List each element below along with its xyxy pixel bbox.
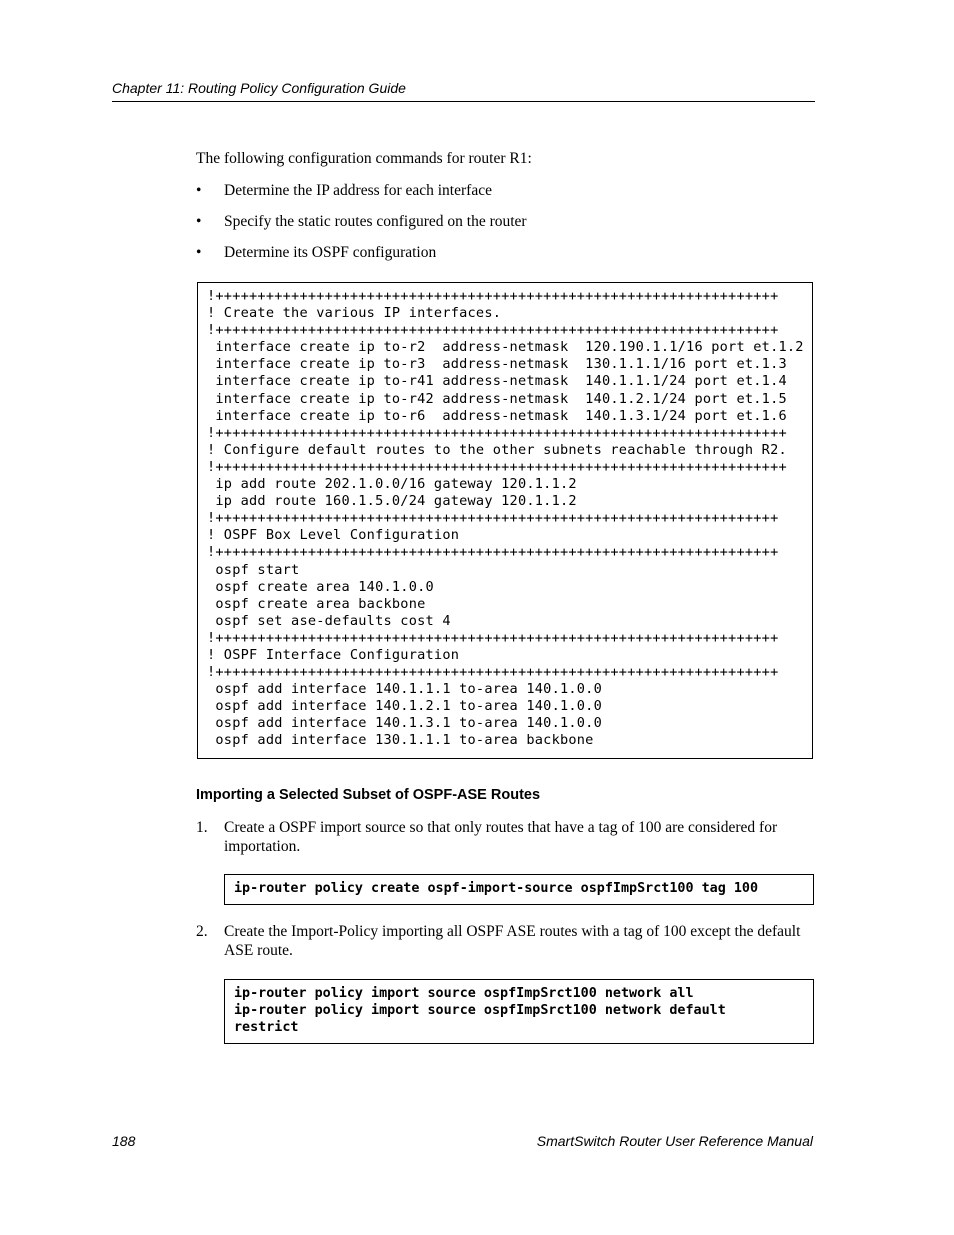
bullet-item (196, 181, 492, 201)
step-number: 1. (196, 819, 208, 836)
router-config-code-box (197, 282, 813, 759)
step-2-code: ip-router policy import source ospfImpSrct100 network all ip-router policy import source ospfImpSrct100 network default restrict (234, 986, 726, 1035)
bullet-text: Determine the IP address for each interface (224, 182, 492, 199)
bullet-icon: • (196, 213, 202, 230)
step-text: Create the Import-Policy importing all OSPF ASE routes with a tag of 100 except the default ASE route. (224, 923, 801, 959)
manual-title: SmartSwitch Router User Reference Manual (536, 1133, 813, 1149)
intro-paragraph: The following configuration commands for router R1: (196, 150, 532, 167)
bullet-item (196, 212, 527, 232)
step-1-code: ip-router policy create ospf-import-source ospfImpSrct100 tag 100 (234, 881, 759, 896)
step-text: Create a OSPF import source so that only routes that have a tag of 100 are considered for importation. (224, 819, 778, 855)
page-number: 188 (112, 1133, 136, 1149)
bullet-icon: • (196, 182, 202, 199)
page-header (112, 79, 815, 102)
step-2-code-box (224, 979, 814, 1044)
bullet-text: Specify the static routes configured on the router (224, 213, 527, 230)
bullet-item (196, 243, 436, 263)
step-2 (196, 922, 816, 960)
router-config-code: !+++++++++++++++++++++++++++++++++++++++++++++++++++++++++++++++++++ ! Create the various IP interfaces. !+++++++++++++++++++++++++++++++++++++++++++++++++++++++++++++++++++ interface create ip to-r2 address-netmask 120.190.1.1/16 port et.1.2 interface create ip to-r3 address-netmask 130.1.1.1/16 port et.1.3 interface create ip to-r41 address-netmask 140.1.1.1/24 port et.1.4 interface create ip to-r42 address-netmask 140.1.2.1/24 port et.1.5 interface create ip to-r6 address-netmask 140.1.3.1/24 port et.1.6 !++++++++++++++++++++++++++++++++++++++++++++++++++++++++++++++++++++ ! Configure default routes to the other subnets reachable through R2. !++++++++++++++++++++++++++++++++++++++++++++++++++++++++++++++++++++ ip add route 202.1.0.0/16 gateway 120.1.1.2 ip add route 160.1.5.0/24 gateway 120.1.1.2 !+++++++++++++++++++++++++++++++++++++++++++++++++++++++++++++++++++ ! OSPF Box Level Configuration !+++++++++++++++++++++++++++++++++++++++++++++++++++++++++++++++++++ ospf start ospf create area 140.1.0.0 ospf create area backbone ospf set ase-defaults cost 4 !+++++++++++++++++++++++++++++++++++++++++++++++++++++++++++++++++++ ! OSPF Interface Configuration !+++++++++++++++++++++++++++++++++++++++++++++++++++++++++++++++++++ ospf add interface 140.1.1.1 to-area 140.1.0.0 ospf add interface 140.1.2.1 to-area 140.1.0.0 ospf add interface 140.1.3.1 to-area 140.1.0.0 ospf add interface 130.1.1.1 to-area backbone (207, 288, 804, 749)
chapter-title: Chapter 11: Routing Policy Configuration Guide (112, 80, 406, 96)
section-heading: Importing a Selected Subset of OSPF-ASE Routes (196, 787, 541, 803)
bullet-text: Determine its OSPF configuration (224, 244, 437, 261)
bullet-icon: • (196, 244, 202, 261)
step-1-code-box (224, 874, 814, 905)
step-1 (196, 818, 816, 856)
step-number: 2. (196, 923, 208, 940)
